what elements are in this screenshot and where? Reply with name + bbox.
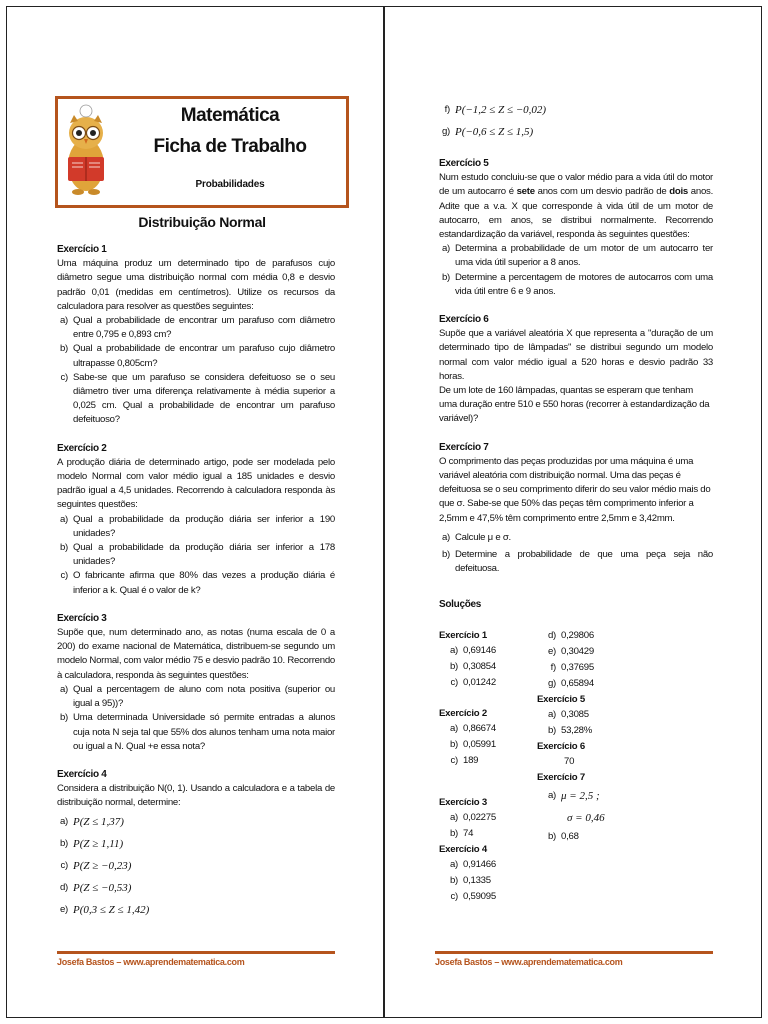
right-content (439, 99, 713, 928)
exercise-5 (439, 157, 713, 299)
solution-title: Exercício 7 (537, 772, 585, 784)
page-left (6, 6, 384, 1018)
solutions-column-2 (537, 628, 677, 845)
solutions-title: Soluções (439, 599, 482, 611)
solution-title: Exercício 5 (537, 694, 585, 706)
exercise-text: Supõe que, num determinado ano, as notas (numa escala de 0 a 200) do exame nacional de Matemática, distribuem-se segundo um modelo Normal, com valor médio 75 e desvio padrão 10. Recorrendo à calculadora, responda às seguintes questões: (57, 627, 335, 681)
solution-item: a) 0,91466 (449, 859, 496, 871)
exercise-6 (439, 313, 713, 427)
solution-item: 70 (564, 756, 575, 768)
question-item: a) Calcule μ e σ. (441, 531, 511, 543)
exercise-text: Supõe que a variável aleatória X que representa a "duração de um determinado tipo de lâmpadas" se distribui segundo um modelo normal com valor médio igual a 520 horas e desvio padrão 33 horas. (439, 328, 713, 382)
question-item: b) P(Z ≥ 1,11) (59, 837, 124, 850)
solution-title: Exercício 6 (537, 741, 585, 753)
solution-item: a) 0,3085 (547, 709, 589, 721)
question-item: g) P(−0,6 ≤ Z ≤ 1,5) (441, 126, 534, 138)
solution-item: f) 0,37695 (550, 662, 594, 674)
page-right (384, 6, 762, 1018)
solutions-grid (439, 628, 713, 928)
solution-item: c) 189 (450, 755, 479, 767)
question-item: e) P(0,3 ≤ Z ≤ 1,42) (59, 903, 150, 916)
footer-text: Josefa Bastos – www.aprendematematica.com (435, 957, 623, 967)
solution-title: Exercício 2 (439, 708, 487, 720)
footer-text: Josefa Bastos – www.aprendematematica.com (57, 957, 245, 967)
solution-item: b) 0,30854 (449, 661, 496, 673)
exercise-title: Exercício 3 (57, 612, 107, 624)
solution-title: Exercício 3 (439, 797, 487, 809)
header-card (55, 96, 349, 208)
solution-item: b) 0,1335 (449, 875, 491, 887)
exercise-7 (439, 441, 713, 577)
exercise-text: O comprimento das peças produzidas por uma máquina é uma variável aleatória com distribuição normal. Uma das peças é defeituosa se o seu comprimento diferir do seu valor médio mais do que σ. Sabe-se que 50% das peças têm comprimento inferior a 2,5mm e 47,5% têm comprimento entre 2,5mm e 3,42mm. (439, 455, 711, 524)
solution-item: d) 0,29806 (547, 630, 594, 642)
exercise-title: Exercício 4 (57, 768, 107, 780)
question-item: b) Uma determinada Universidade só permite entradas a alunos cuja nota N seja tal que 55% dos alunos tenham uma nota maior ou igual a N. Qual +e essa nota? (59, 712, 335, 752)
left-content (57, 243, 335, 921)
exercise-title: Exercício 7 (439, 441, 489, 453)
exercise-3 (57, 612, 335, 754)
question-item: b) Qual a probabilidade da produção diária ser inferior a 178 unidades? (59, 542, 335, 568)
owl-mascot-icon (62, 103, 110, 199)
footer-divider (57, 951, 335, 954)
question-item: b) Determine a probabilidade de que uma peça seja não defeituosa. (441, 548, 713, 575)
exercise-text: Num estudo concluiu-se que o valor médio para a vida útil do motor de um autocarro é sete anos com um desvio padrão de dois anos. Adite que a v.a. X que corresponde à vida útil de um motor de autocarro, em anos, se distribui normalmente. Recorrendo estandardização da variável, responda às seguintes questões: (439, 172, 713, 241)
exercise-text: De um lote de 160 lâmpadas, quantas se esperam que tenham uma duração entre 510 e 550 horas (recorrer à estandardização da variável)? (439, 385, 710, 425)
question-item: d) P(Z ≤ −0,53) (59, 881, 132, 894)
exercise-text: A produção diária de determinado artigo, pode ser modelada pelo modelo Normal com valor médio igual a 185 unidades e desvio padrão igual a 4,5 unidades. Recorrendo à calculadora responda às seguintes questões: (57, 456, 335, 511)
exercise-4 (57, 768, 335, 921)
solution-item: a) μ = 2,5 ; (547, 790, 600, 803)
worksheet-topic: Probabilidades (195, 179, 265, 190)
solution-item: a) 0,69146 (449, 645, 496, 657)
question-item: c) O fabricante afirma que 80% das vezes a produção diária é inferior a k. Qual é o valor de k? (60, 570, 335, 596)
solution-title: Exercício 1 (439, 630, 487, 642)
exercise-4-continued (439, 99, 713, 143)
solution-item: σ = 0,46 (567, 812, 605, 825)
solution-item: b) 53,28% (547, 725, 593, 737)
solution-item: b) 74 (449, 828, 474, 840)
solution-item: c) 0,01242 (450, 677, 496, 689)
solution-title: Exercício 4 (439, 844, 487, 856)
question-item: b) Qual a probabilidade de encontrar um parafuso cujo diâmetro ultrapasse 0,805cm? (59, 343, 335, 369)
solution-item: e) 0,30429 (547, 646, 594, 658)
exercise-title: Exercício 5 (439, 158, 489, 169)
question-item: a) Qual a percentagem de aluno com nota positiva (superior ou igual a 95))? (59, 683, 335, 710)
solution-item: a) 0,02275 (449, 812, 496, 824)
solution-item: b) 0,68 (547, 831, 579, 843)
exercise-title: Exercício 1 (57, 244, 107, 255)
section-title: Distribuição Normal (138, 214, 266, 230)
exercise-2 (57, 442, 335, 598)
worksheet-title: Matemática (180, 105, 280, 126)
solution-item: a) 0,86674 (449, 723, 496, 735)
exercise-title: Exercício 2 (57, 442, 107, 454)
solution-item: c) 0,59095 (450, 891, 496, 903)
question-item: a) P(Z ≤ 1,37) (59, 815, 124, 828)
question-item: c) P(Z ≥ −0,23) (60, 859, 132, 872)
exercise-text: Considera a distribuição N(0, 1). Usando a calculadora e a tabela de distribuição normal, determine: (57, 783, 335, 809)
exercise-1 (57, 243, 335, 428)
solution-item: g) 0,65894 (547, 678, 594, 690)
exercise-title: Exercício 6 (439, 314, 489, 326)
question-item: a) Qual a probabilidade da produção diária ser inferior a 190 unidades? (59, 513, 335, 539)
solution-item: b) 0,05991 (449, 739, 496, 751)
question-item: b) Determine a percentagem de motores de autocarros com uma vida útil entre 6 e 9 anos. (441, 271, 713, 297)
footer-divider (435, 951, 713, 954)
worksheet-subtitle: Ficha de Trabalho (153, 136, 307, 157)
question-item: a) Qual a probabilidade de encontrar um parafuso com diâmetro entre 0,795 e 0,893 cm? (59, 315, 335, 341)
question-item: f) P(−1,2 ≤ Z ≤ −0,02) (444, 104, 547, 116)
question-item: a) Determina a probabilidade de um motor de um autocarro ter uma vida útil superior a 8 anos. (441, 243, 713, 269)
exercise-text: Uma máquina produz um determinado tipo de parafusos cujo diâmetro segue uma distribuição normal com média 0,8 e desvio padrão 0,01 (medidas em centímetros). Utilize os recursos da calculadora para resolver as questões seguintes: (57, 258, 335, 312)
question-item: c) Sabe-se que um parafuso se considera defeituoso se o seu diâmetro tiver uma diferença relativamente à média superior a 0,025 cm. Qual a probabilidade de encontrar um parafuso defeituoso? (60, 371, 335, 426)
